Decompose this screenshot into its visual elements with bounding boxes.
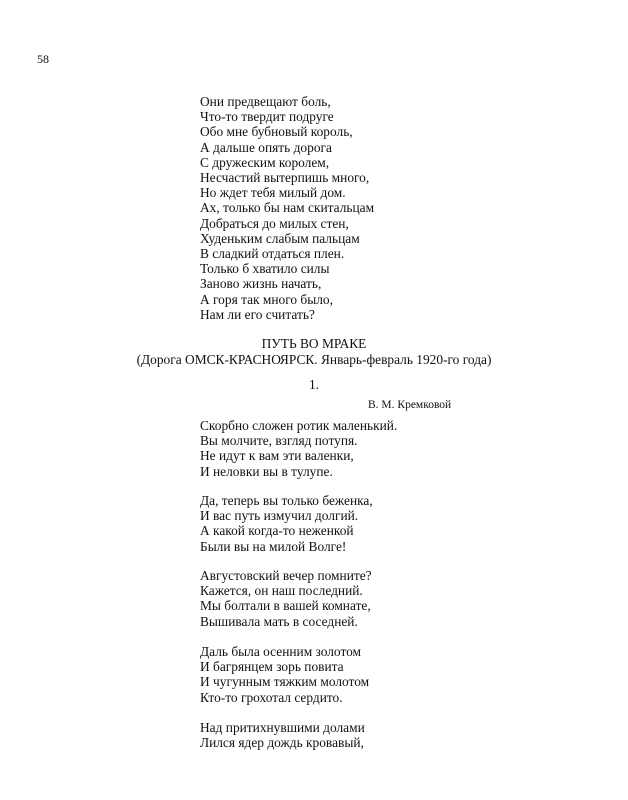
verse-line: Они предвещают боль,	[200, 94, 331, 109]
verse-line: Худеньким слабым пальцам	[200, 230, 360, 246]
poem-stanza-5	[200, 720, 365, 750]
verse-line: Нам ли его считать?	[200, 306, 315, 322]
verse-line: Даль была осенним золотом	[200, 644, 362, 659]
verse-line: Несчастий вытерпишь много,	[200, 170, 370, 186]
verse-line: И чугунным тяжким молотом	[200, 674, 370, 690]
poem-stanza-3	[200, 568, 372, 629]
verse-line: И неловки вы в тулупе.	[200, 463, 333, 479]
verse-line: Кажется, он наш последний.	[200, 583, 363, 599]
verse-line: Не идут к вам эти валенки,	[200, 448, 354, 464]
verse-line: Вы молчите, взгляд потупя.	[200, 433, 358, 449]
verse-line: И вас путь измучил долгий.	[200, 508, 359, 524]
verse-line: А дальше опять дорога	[200, 139, 332, 155]
verse-line: Августовский вечер помните?	[200, 568, 372, 583]
dedication: В. М. Кремковой	[368, 399, 452, 411]
page-number: 58	[37, 52, 49, 66]
part-number: 1.	[308, 377, 320, 392]
poem-stanza-4	[200, 644, 369, 705]
verse-line: Но ждет тебя милый дом.	[200, 185, 346, 201]
section-title: ПУТЬ ВО МРАКЕ	[261, 336, 367, 351]
poem-stanza-1	[200, 418, 397, 479]
verse-line: В сладкий отдаться плен.	[200, 246, 345, 262]
verse-line: Ах, только бы нам скитальцам	[200, 200, 375, 216]
verse-line: Над притихнувшими долами	[200, 720, 365, 735]
verse-line: Мы болтали в вашей комнате,	[200, 598, 371, 614]
verse-line: Кто-то грохотал сердито.	[200, 689, 343, 705]
intro-stanza	[200, 94, 374, 322]
verse-line: Вышивала мать в соседней.	[200, 613, 358, 629]
verse-line: Что-то твердит подруге	[200, 109, 334, 125]
verse-line: Скорбно сложен ротик маленький.	[200, 418, 398, 433]
verse-line: Были вы на милой Волге!	[200, 538, 347, 554]
section-subtitle: (Дорога ОМСК-КРАСНОЯРСК. Январь-февраль 1920-го года)	[136, 352, 492, 367]
verse-line: А какой когда-то неженкой	[200, 523, 354, 539]
verse-line: Да, теперь вы только беженка,	[200, 493, 373, 508]
verse-line: Добраться до милых стен,	[200, 215, 349, 231]
verse-line: Только б хватило силы	[200, 261, 330, 277]
verse-line: С дружеским королем,	[200, 154, 330, 170]
poem-stanza-2	[200, 493, 373, 554]
verse-line: Заново жизнь начать,	[200, 276, 322, 292]
verse-line: Обо мне бубновый король,	[200, 124, 353, 140]
verse-line: А горя так много было,	[200, 291, 333, 307]
verse-line: И багрянцем зорь повита	[200, 659, 344, 675]
verse-line: Лился ядер дождь кровавый,	[200, 735, 364, 751]
